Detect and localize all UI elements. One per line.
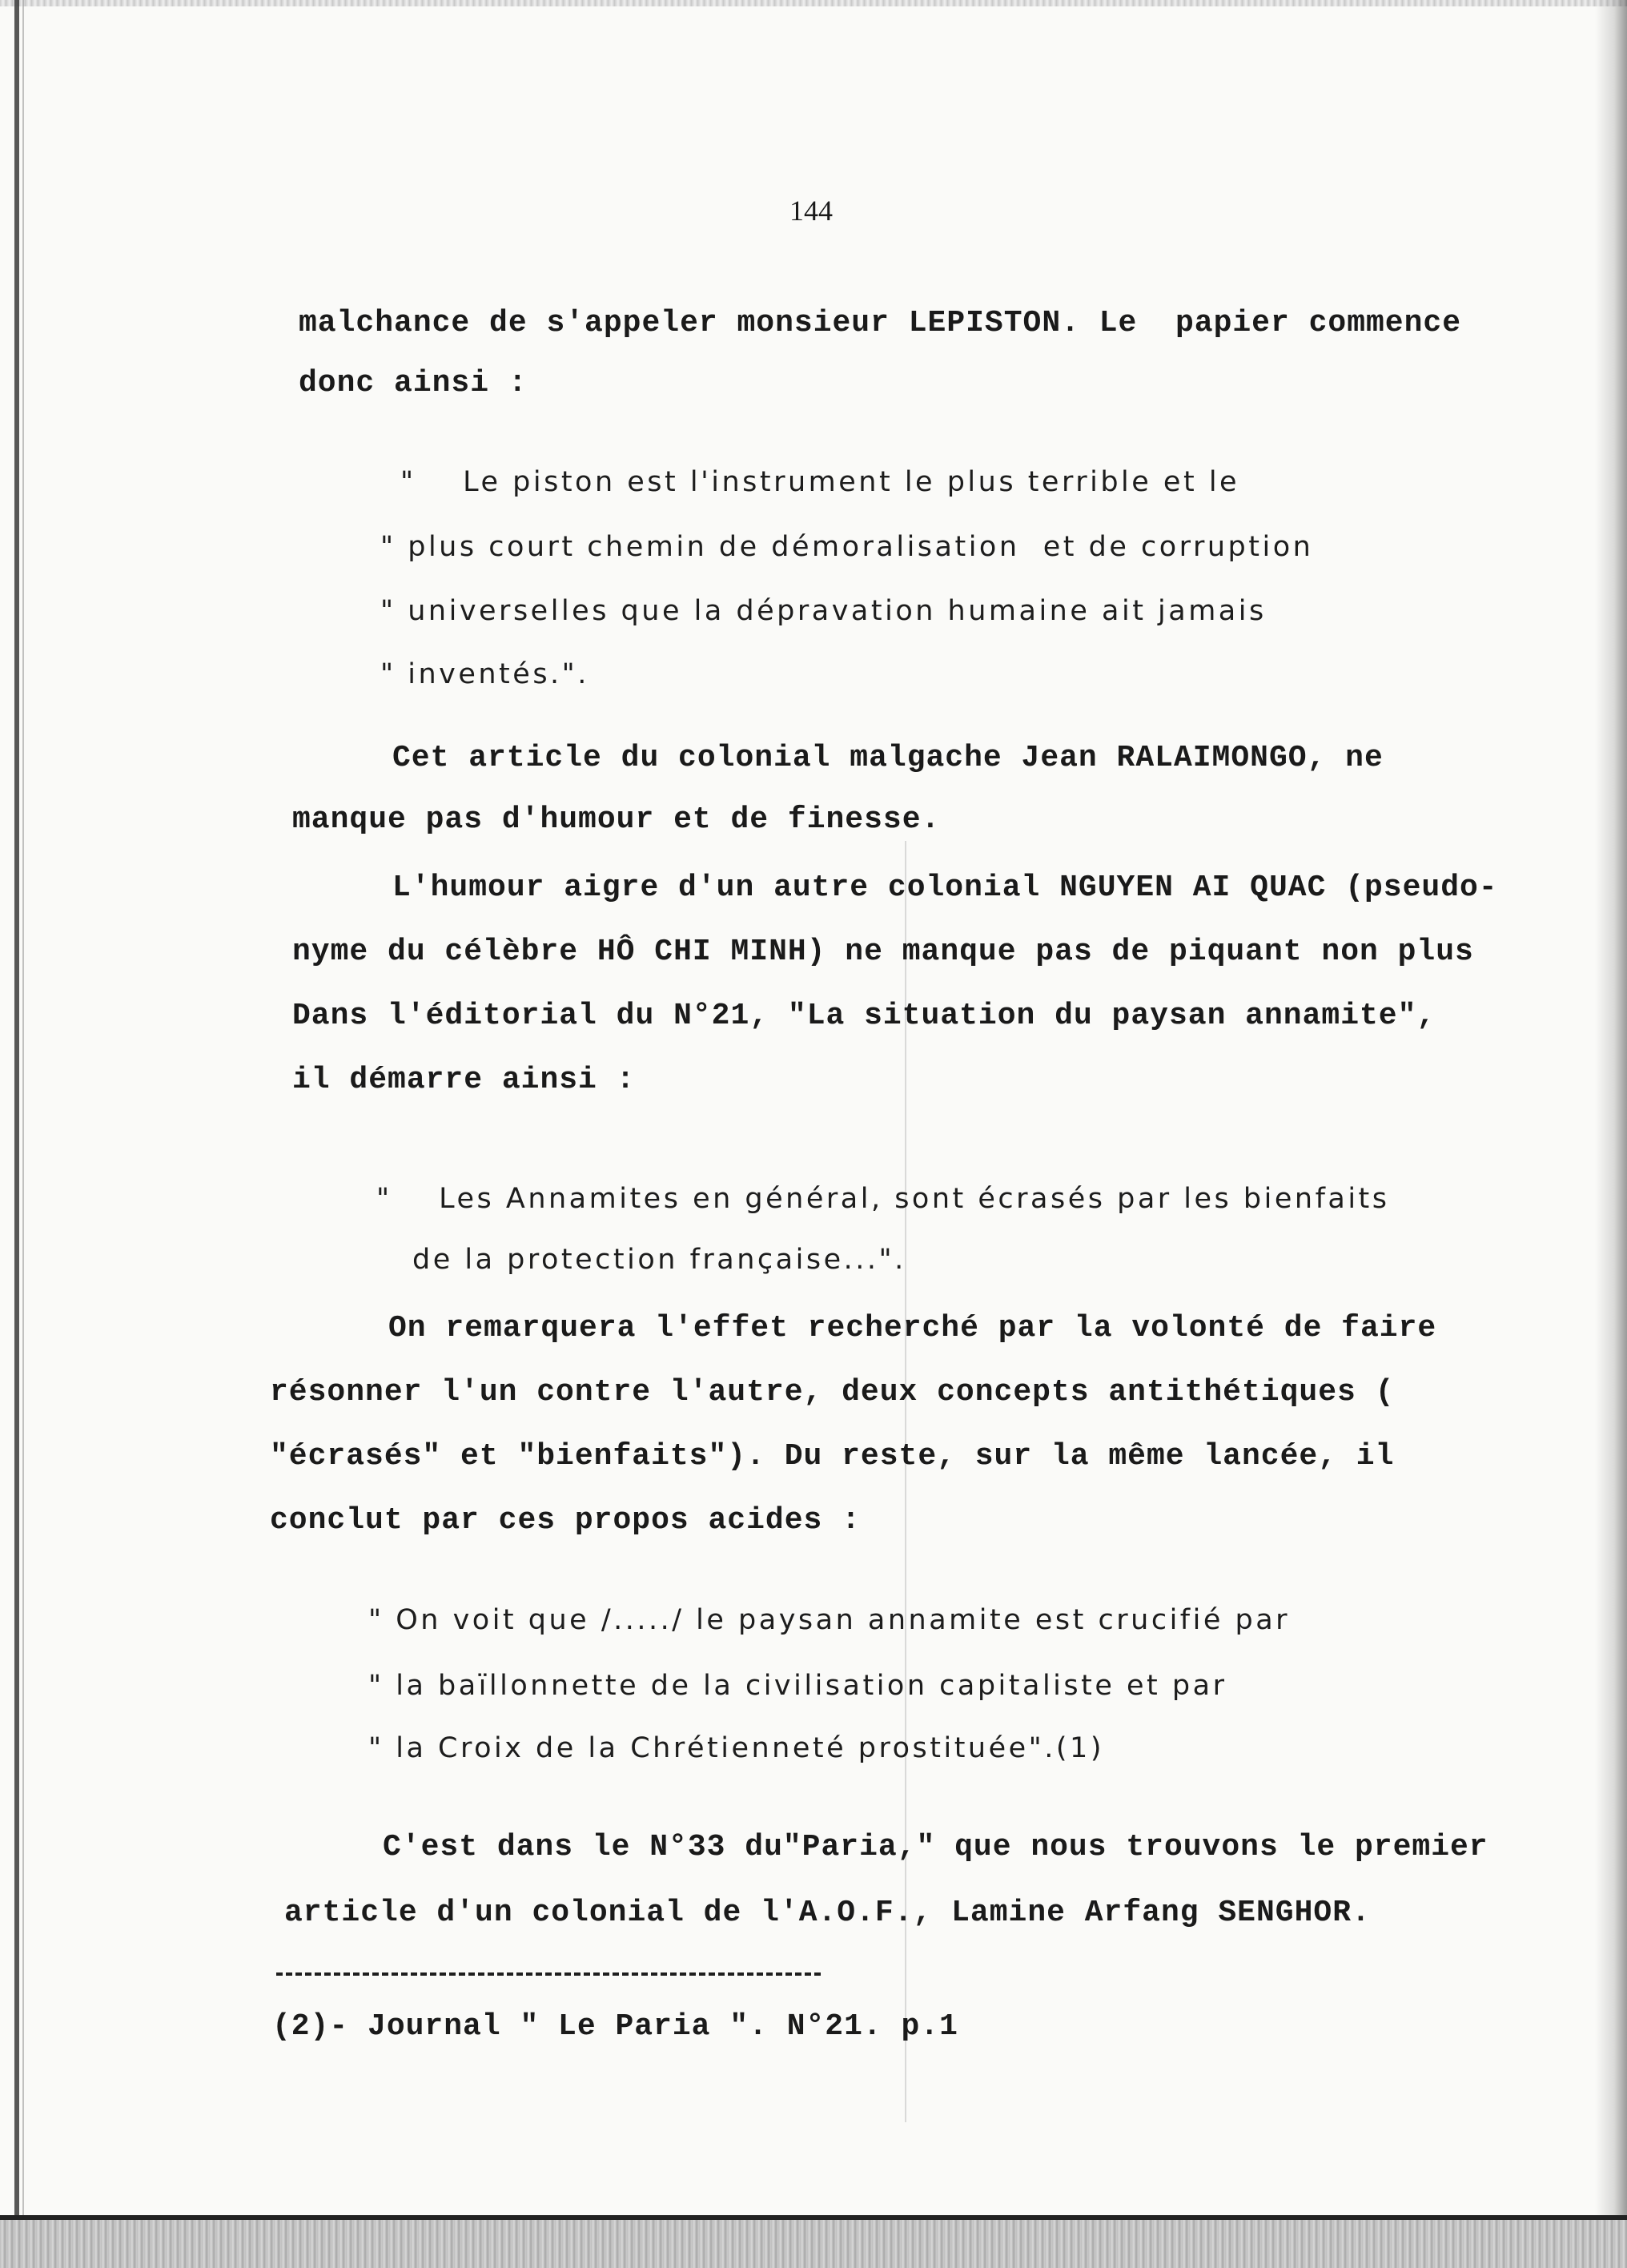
text-line-9: On remarquera l'effet recherché par la volonté de faire	[388, 1311, 1437, 1345]
text-line-1: malchance de s'appeler monsieur LEPISTON. Le papier commence	[299, 306, 1462, 340]
quote-line-6: de la protection française...".	[412, 1244, 906, 1276]
quote-line-2: " plus court chemin de démoralisation et de corruption	[380, 531, 1314, 563]
text-line-6: nyme du célèbre HÔ CHI MINH) ne manque pas de piquant non plus	[292, 935, 1474, 969]
text-line-14: article d'un colonial de l'A.O.F., Lamine Arfang SENGHOR.	[284, 1896, 1371, 1930]
text-line-13: C'est dans le N°33 du"Paria," que nous trouvons le premier	[383, 1830, 1488, 1864]
quote-line-9: " la Croix de la Chrétienneté prostituée".(1)	[368, 1732, 1104, 1764]
text-line-3: Cet article du colonial malgache Jean RALAIMONGO, ne	[392, 741, 1384, 775]
quote-line-8: " la baïllonnette de la civilisation capitaliste et par	[368, 1670, 1227, 1702]
quote-line-3: " universelles que la dépravation humaine ait jamais	[380, 595, 1267, 627]
scan-right-edge	[1595, 0, 1627, 2268]
text-line-2: donc ainsi :	[299, 366, 528, 400]
quote-line-7: " On voit que /...../ le paysan annamite est crucifié par	[368, 1604, 1291, 1636]
scan-top-edge	[0, 0, 1627, 6]
text-line-12: conclut par ces propos acides :	[270, 1503, 861, 1538]
text-line-4: manque pas d'humour et de finesse.	[292, 802, 941, 837]
text-line-10: résonner l'un contre l'autre, deux concepts antithétiques (	[270, 1375, 1395, 1409]
text-line-8: il démarre ainsi :	[292, 1063, 636, 1097]
scan-fold-line	[905, 841, 906, 2122]
text-line-5: L'humour aigre d'un autre colonial NGUYEN AI QUAC (pseudo-	[392, 871, 1498, 905]
footnote-separator	[276, 1972, 821, 1976]
text-line-7: Dans l'éditorial du N°21, "La situation du paysan annamite",	[292, 999, 1436, 1033]
text-line-11: "écrasés" et "bienfaits"). Du reste, sur la même lancée, il	[270, 1439, 1395, 1474]
quote-line-5: " Les Annamites en général, sont écrasés par les bienfaits	[376, 1183, 1390, 1215]
footnote: (2)- Journal " Le Paria ". N°21. p.1	[272, 2009, 958, 2044]
scan-left-edge	[14, 0, 19, 2268]
quote-line-1: " Le piston est l'instrument le plus terrible et le	[400, 466, 1240, 498]
page-number: 144	[789, 195, 833, 227]
scan-bottom-edge	[0, 2215, 1627, 2268]
scan-left-edge-shadow	[22, 0, 24, 2268]
quote-line-4: " inventés.".	[380, 658, 589, 690]
